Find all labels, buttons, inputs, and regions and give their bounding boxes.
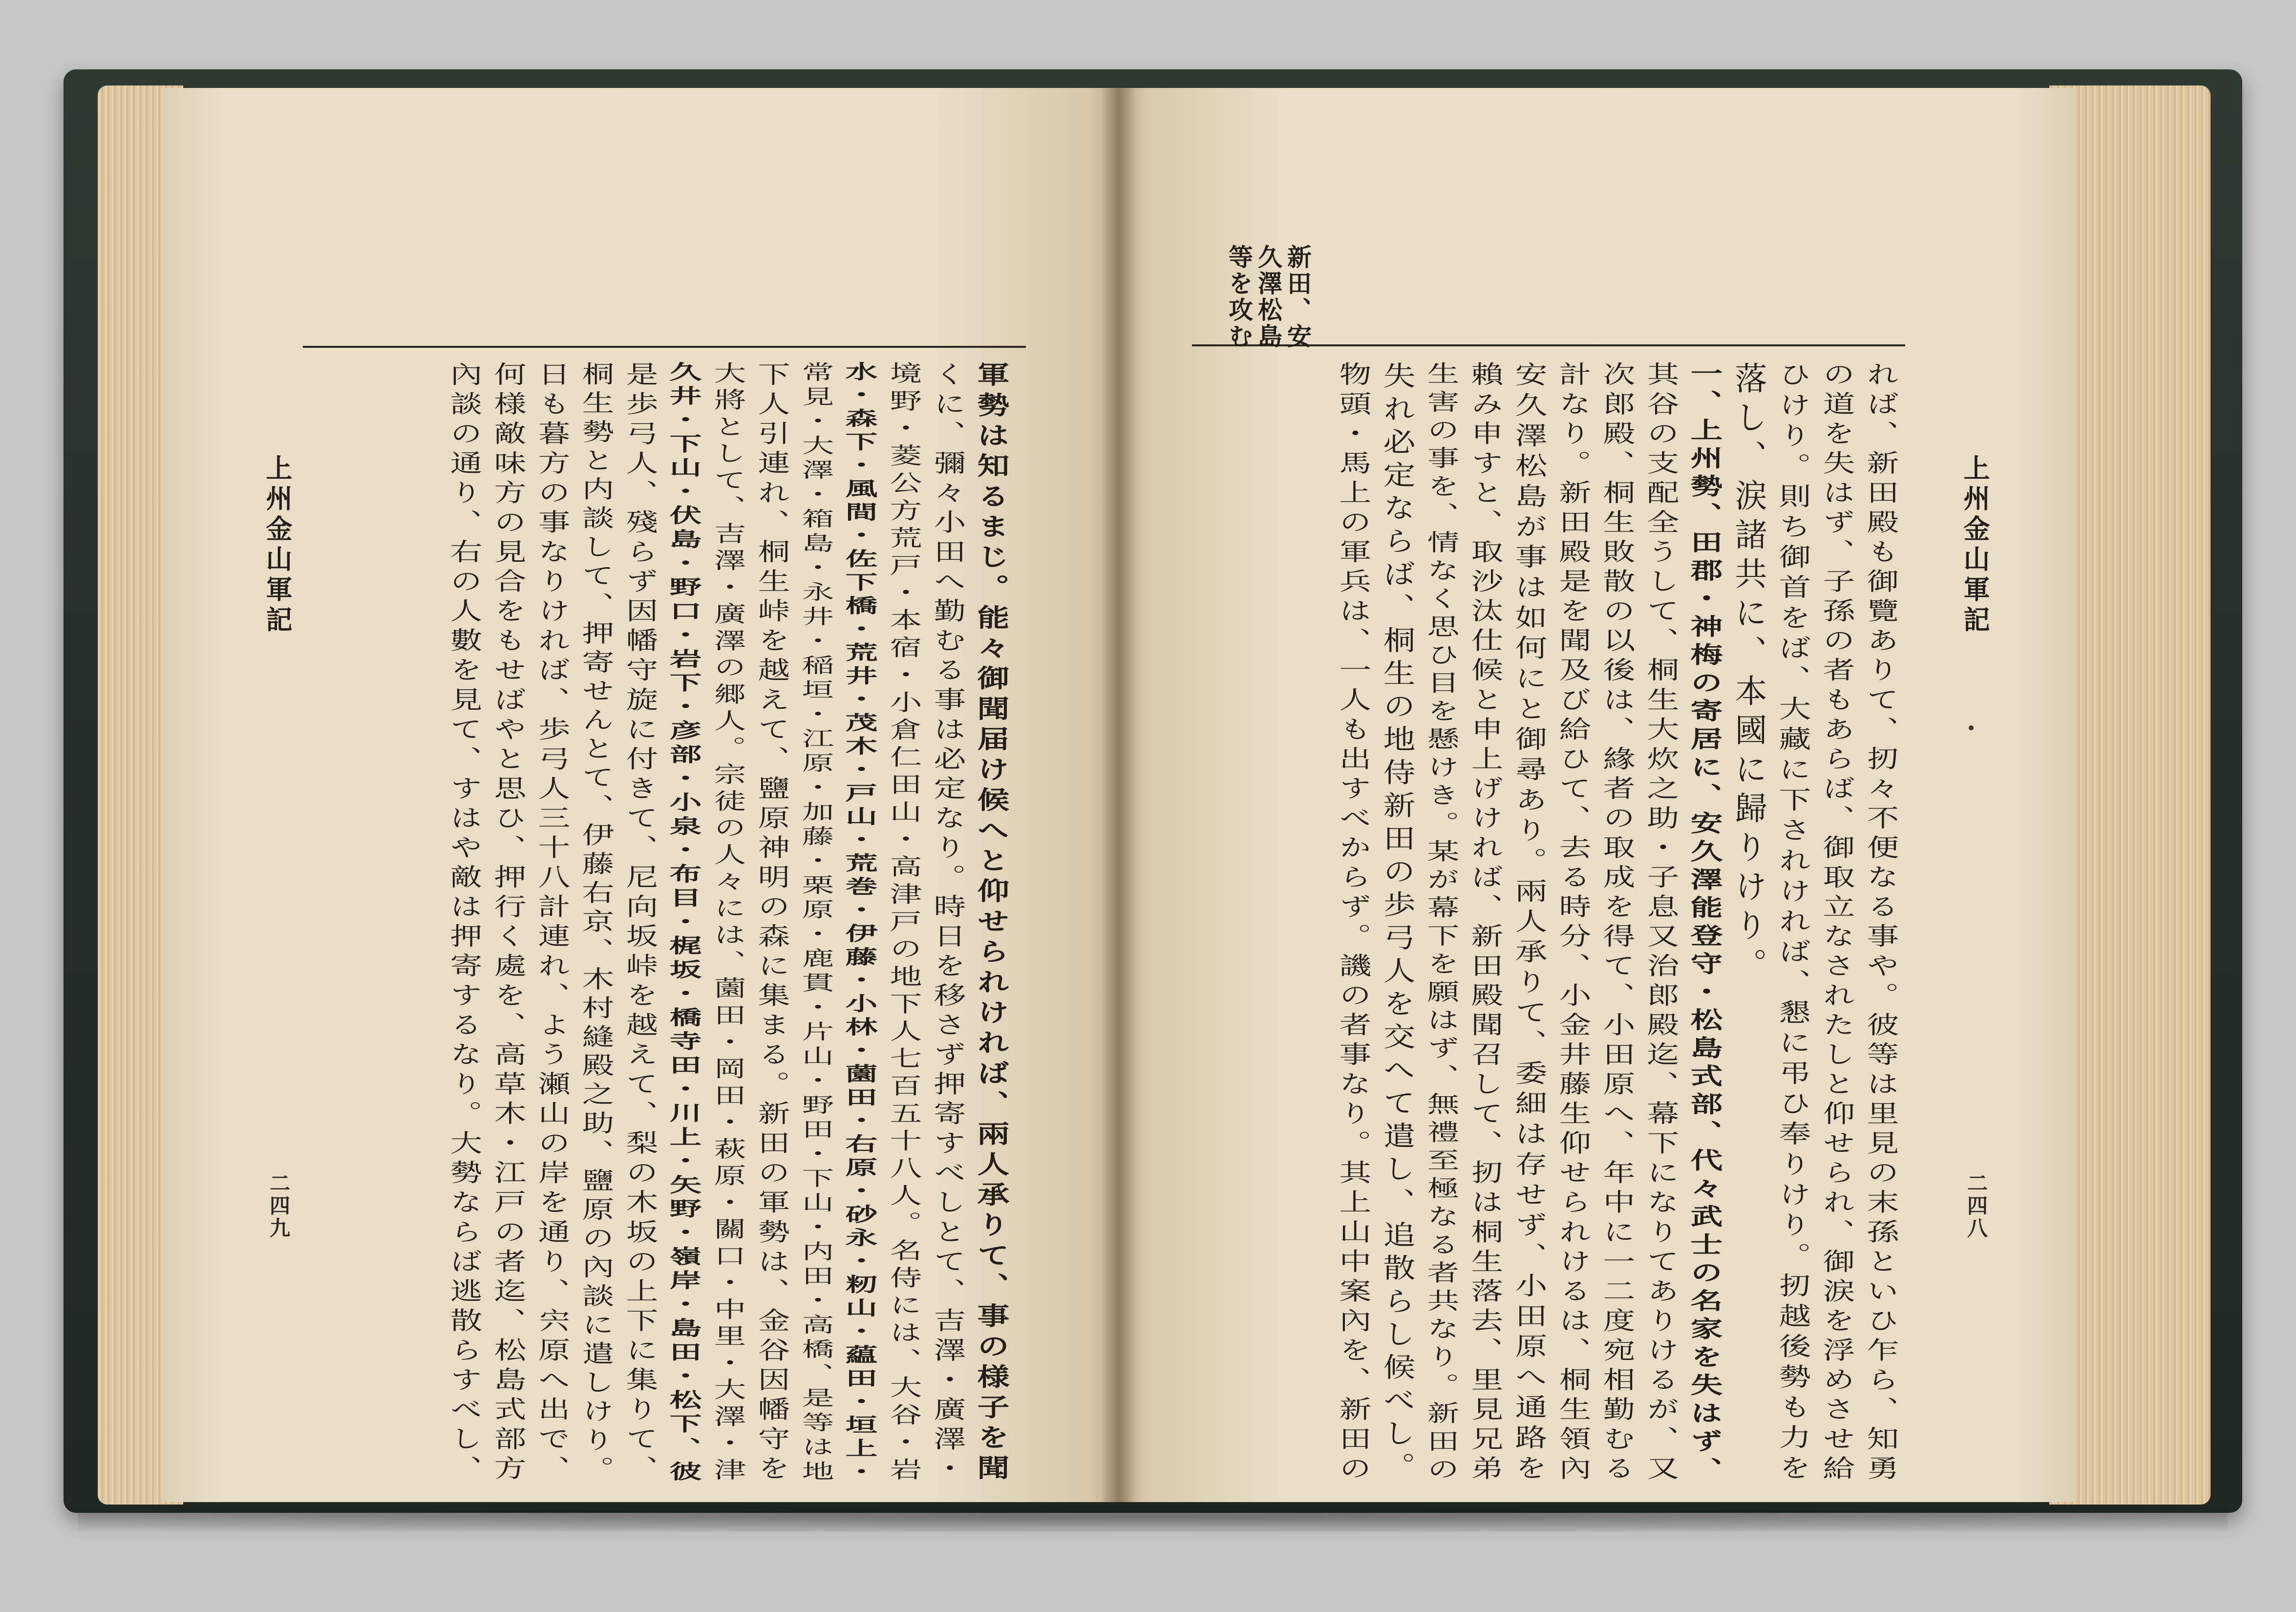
- left-col-10: 桐生勢と内談して、押寄せんとて、伊藤右京、木村縫殿之助、鹽原の內談に遣しけり。: [576, 361, 614, 1485]
- right-col-4: 落し、涙諸共に、本國に歸りけり。: [1729, 361, 1767, 987]
- left-col-6: 下人引連れ、桐生峠を越えて、鹽原神明の森に集まる。新田の軍勢は、金谷因幡守を: [752, 361, 790, 1485]
- left-col-11: 日も暮方の事なりければ、歩弓人三十八計連れ、よう瀬山の岸を通り、宍原へ出で、: [532, 361, 570, 1485]
- right-running-head: 上州金山軍記: [1959, 454, 1991, 636]
- left-col-2: くに、彌々小田へ勤むる事は必定なり。時日を移さず押寄すべしとて、吉澤・廣澤・: [928, 361, 966, 1485]
- book-shadow: [78, 1502, 2228, 1531]
- book-gutter: [1102, 88, 1136, 1502]
- left-col-5: 常見・大澤・箱島・永井・稲垣・江原・加藤・栗原・鹿貫・片山・野田・下山・内田・高橋、是等は地: [796, 361, 834, 1485]
- right-col-10: 賴み申すと、取沙汰仕候と申上げければ、新田殿聞召して、扨は桐生落去、里見兄弟: [1466, 361, 1503, 1485]
- page-dot-mark: [1969, 725, 1974, 730]
- right-head-note-3: 等を攻む: [1225, 244, 1254, 350]
- right-col-8: 計なり。新田殿是を聞及び給ひて、去る時分、小金井藤生仰せられけるは、桐生領內: [1553, 361, 1591, 1485]
- left-col-12: 何様敵味方の見合をもせばやと思ひ、押行く處を、高草木・江戸の者迄、松島式部方: [489, 361, 526, 1485]
- right-col-13: 物頭・馬上の軍兵は、一人も出すべからず。譏の者事なり。其上山中案內を、新田の: [1334, 361, 1371, 1485]
- right-head-note-2: 久澤松島: [1254, 244, 1283, 350]
- left-col-1: 軍勢は知るまじ。能々御聞届け候へと仰せられければ、兩人承りて、事の様子を聞: [972, 361, 1010, 1485]
- left-col-8: 久井・下山・伏島・野口・岩下・彦部・小泉・布目・梶坂・橋寺田・川上・矢野・嶺岸・島田・松下、彼: [664, 361, 702, 1485]
- right-col-7: 次郎殿、桐生敗散の以後は、緣者の取成を得て、小田原へ、年中に一二度宛相勤むる: [1597, 361, 1635, 1485]
- left-col-4: 水・森下・風間・佐下橋・荒井・茂木・戸山・荒巻・伊藤・小林・薗田・右原・砂永・籾山・藴田・垣上・: [840, 361, 878, 1485]
- right-col-1: れば、新田殿も御覽ありて、扨々不便なる事や。彼等は里見の末孫といひ乍ら、知勇: [1861, 361, 1899, 1485]
- left-col-9: 是歩弓人、殘らず因幡守旋に付きて、尼向坂峠を越えて、梨の木坂の上下に集りて、: [620, 361, 658, 1485]
- right-col-2: の道を失はず、子孫の者もあらば、御取立なされたしと仰せられ、御涙を浮めさせ給: [1817, 361, 1855, 1485]
- left-running-head: 上州金山軍記: [262, 454, 293, 636]
- left-page-number: 二四九: [267, 1172, 291, 1240]
- left-header-rule: [303, 346, 1026, 348]
- right-col-9: 安久澤松島が事は如何にと御尋あり。兩人承りて、委細は存せず、小田原へ通路を: [1509, 361, 1547, 1485]
- right-head-note-1: 新田、安: [1283, 244, 1312, 350]
- right-col-11: 生害の事を、情なく思ひ目を懸けき。某が幕下を願はず、無禮至極なる者共なり。新田の: [1422, 361, 1459, 1485]
- left-col-7: 大將として、吉澤・廣澤の郷人。宗徒の人々には、薗田・岡田・萩原・關口・中里・大澤・津: [708, 361, 746, 1485]
- left-col-13: 內談の通り、右の人數を見て、すはや敵は押寄するなり。大勢ならば逃散らすべし、: [445, 361, 482, 1485]
- left-col-3: 境野・菱公方荒戸・本宿・小倉仁田山・高津戸の地下人七百五十八人。名侍には、大谷・岩: [884, 361, 922, 1485]
- right-col-12: 失れ必定ならば、桐生の地侍新田の歩弓人を交へて遣し、追散らし候べし。: [1378, 361, 1415, 1485]
- right-col-5: 一、上州勢、田郡・神梅の寄居に、安久澤能登守・松島式部、代々武士の名家を失はず、: [1685, 361, 1723, 1485]
- right-col-6: 其谷の支配全うして、桐生大炊之助・子息又治郎殿迄、幕下になりてありけるが、又: [1641, 361, 1679, 1485]
- right-page-number: 二四八: [1964, 1172, 1988, 1240]
- right-col-3: ひけり。則ち御首をば、大藏に下されければ、懇に弔ひ奉りけり。扨越後勢も力を: [1773, 361, 1811, 1485]
